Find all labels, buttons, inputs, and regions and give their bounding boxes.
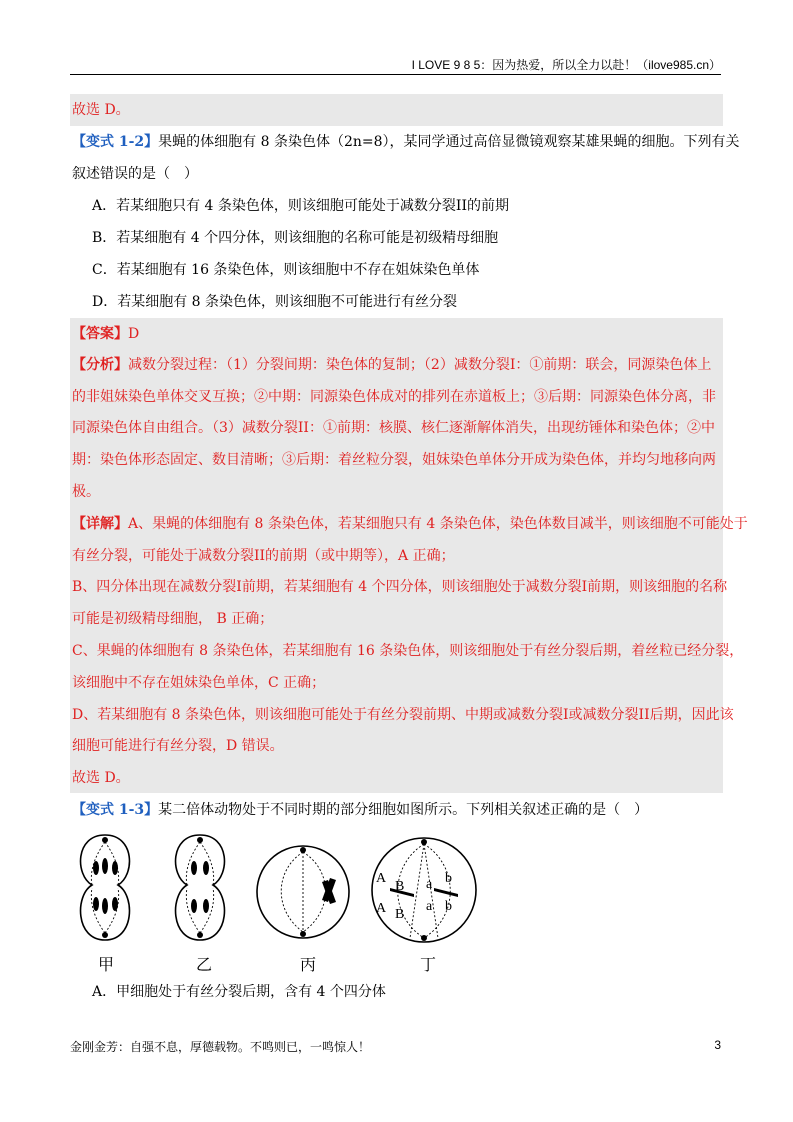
page-number: 3 (714, 1038, 721, 1052)
answer-line (72, 326, 139, 342)
detail-line-8: 细胞可能进行有丝分裂，D 错误。 (72, 738, 284, 754)
allele-label: A (376, 871, 387, 886)
answer-shade-top (70, 94, 723, 126)
answer-value: D (128, 326, 140, 342)
analysis-line-5: 极。 (72, 484, 100, 500)
analysis-line-3: 同源染色体自由组合。（3）减数分裂II：①前期：核膜、核仁逐渐解体消失，出现纺锤体和染色体；②中 (72, 420, 715, 436)
option-d: D．若某细胞有 8 条染色体，则该细胞不可能进行有丝分裂 (92, 294, 458, 310)
analysis-line-4: 期：染色体形态固定、数目清晰；③后期：着丝粒分裂，姐妹染色单体分开成为染色体，并均匀地移向两 (72, 452, 716, 468)
option-a: A．若某细胞只有 4 条染色体，则该细胞可能处于减数分裂II的前期 (92, 198, 509, 214)
detail-conclusion: 故选 D。 (72, 770, 130, 786)
answer-tag: 【答案】 (72, 326, 128, 342)
detail-line-2: 有丝分裂，可能处于减数分裂II的前期（或中期等），A 正确； (72, 548, 455, 564)
figure-label-bing: 丙 (300, 955, 317, 974)
question-1-3-stem (72, 802, 648, 818)
figure-label-yi: 乙 (196, 955, 213, 974)
question-tag: 【变式 1-2】 (72, 134, 159, 150)
detail-line-6: 该细胞中不存在姐妹染色单体，C 正确； (72, 675, 326, 691)
question-1-3-text: 某二倍体动物处于不同时期的部分细胞如图所示。下列相关叙述正确的是（ ） (158, 802, 649, 818)
option-b: B．若某细胞有 4 个四分体，则该细胞的名称可能是初级精母细胞 (92, 230, 499, 246)
allele-label: a (426, 877, 433, 892)
analysis-text-1: 减数分裂过程：（1）分裂间期：染色体的复制；（2）减数分裂I：①前期：联会，同源染色体上 (128, 357, 712, 373)
question-stem-line-2: 叙述错误的是（ ） (72, 166, 198, 182)
figure-label-ding: 丁 (420, 955, 437, 974)
allele-label: A (376, 901, 387, 916)
figure-label-jia: 甲 (98, 955, 115, 974)
detail-line-7: D、若某细胞有 8 条染色体，则该细胞可能处于有丝分裂前期、中期或减数分裂I或减数分裂II后期，因此该 (72, 707, 734, 723)
analysis-line-1 (72, 357, 711, 373)
allele-label: B (395, 879, 405, 894)
header-rule (70, 74, 721, 75)
question-tag-1-3: 【变式 1-3】 (72, 802, 159, 818)
allele-label: a (426, 899, 433, 914)
detail-tag: 【详解】 (72, 516, 128, 532)
allele-label: b (445, 899, 452, 914)
page-header: I LOVE 9 8 5：因为热爱，所以全力以赴！（ilove985.cn） (411, 58, 721, 72)
question-1-2-stem (72, 134, 740, 150)
cell-jia-outline (81, 835, 130, 940)
analysis-line-2: 的非姐妹染色单体交叉互换；②中期：同源染色体成对的排列在赤道板上；③后期：同源染色体分离，非 (72, 389, 716, 405)
footer-motto: 金刚金芳：自强不息，厚德载物。不鸣则已，一鸣惊人！ (70, 1040, 371, 1054)
q13-option-a: A．甲细胞处于有丝分裂后期，含有 4 个四分体 (92, 984, 386, 1000)
detail-line-1 (72, 516, 748, 532)
question-stem-line-1: 果蝇的体细胞有 8 条染色体（2n=8），某同学通过高倍显微镜观察某雄果蝇的细胞。下列有关 (158, 134, 740, 150)
option-c: C．若某细胞有 16 条染色体，则该细胞中不存在姐妹染色单体 (92, 262, 480, 278)
detail-line-5: C、果蝇的体细胞有 8 条染色体，若某细胞有 16 条染色体，则该细胞处于有丝分裂后期，着丝粒已经分裂， (72, 643, 744, 659)
detail-text-1: A、果蝇的体细胞有 8 条染色体，若某细胞只有 4 条染色体，染色体数目减半，则该细胞不可能处于 (128, 516, 748, 532)
detail-line-4: 可能是初级精母细胞， B 正确； (72, 611, 274, 627)
cell-ding-outline (372, 838, 476, 942)
analysis-tag: 【分析】 (72, 357, 128, 373)
top-conclusion: 故选 D。 (72, 102, 130, 118)
cell-yi-outline (176, 835, 225, 940)
allele-label: b (445, 871, 452, 886)
allele-label: B (395, 907, 405, 922)
detail-line-3: B、四分体出现在减数分裂I前期，若某细胞有 4 个四分体，则该细胞处于减数分裂I前期，则该细胞的名称 (72, 579, 728, 595)
